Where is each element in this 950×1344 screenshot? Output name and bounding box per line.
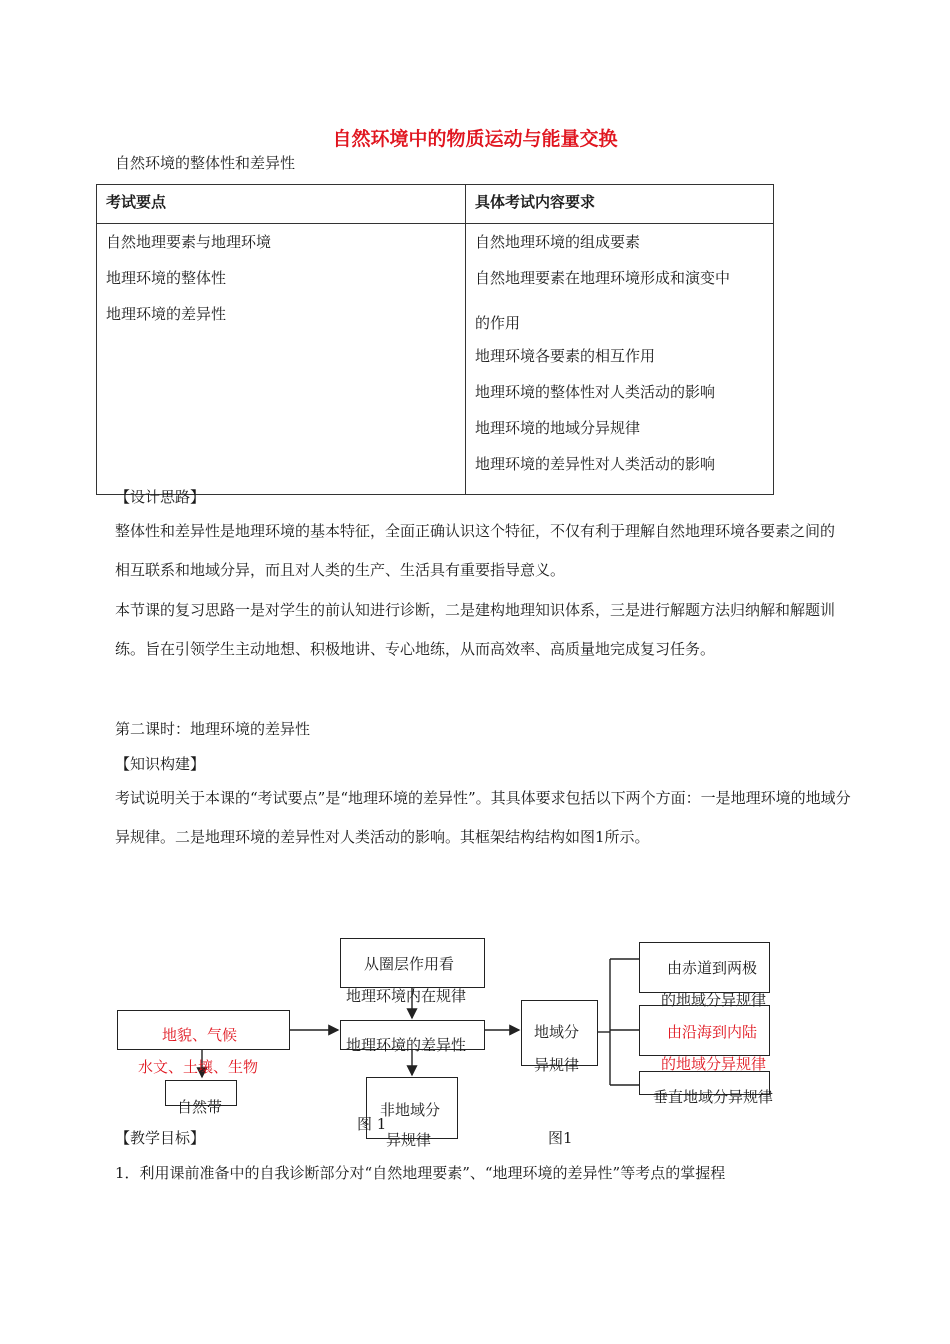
design-paragraph-2: 本节课的复习思路一是对学生的前认知进行诊断，二是建构地理知识体系，三是进行解题方法归纳解和解题训练。旨在引领学生主动地想、积极地讲、专心地练，从而高效率、高质量地完成复习任务。 — [115, 601, 836, 658]
knowledge-heading: 【知识构建】 — [115, 755, 206, 773]
lesson-title: 第二课时：地理环境的差异性 — [115, 720, 311, 738]
box-label: 地理环境的差异性 — [346, 1036, 467, 1054]
goal-item: 1．利用课前准备中的自我诊断部分对“自然地理要素”、“地理环境的差异性”等考点的掌握程 — [115, 1164, 726, 1182]
box-label: 的地域分异规律 — [661, 1055, 767, 1073]
box-label: 从圈层作用看 — [364, 955, 455, 973]
box-label: 异规律 — [534, 1056, 580, 1074]
list-item: 地理环境的差异性 — [106, 305, 227, 323]
list-item: 地理环境的整体性 — [106, 269, 227, 287]
figure-caption: 图1 — [548, 1129, 573, 1147]
box-label: 的地域分异规律 — [661, 991, 767, 1009]
box-label: 垂直地域分异规律 — [653, 1088, 774, 1106]
list-item: 的作用 — [475, 314, 521, 332]
subtitle: 自然环境的整体性和差异性 — [115, 154, 296, 172]
design-paragraph-1: 整体性和差异性是地理环境的基本特征，全面正确认识这个特征，不仅有利于理解自然地理环境各要素之间的相互联系和地域分异，而且对人类的生产、生活具有重要指导意义。 — [115, 522, 836, 579]
box-label: 地域分 — [534, 1023, 580, 1041]
list-item: 地理环境的地域分异规律 — [475, 419, 641, 437]
list-item: 自然地理环境的组成要素 — [475, 233, 641, 251]
box-label: 非地域分 — [380, 1101, 441, 1119]
knowledge-paragraph: 考试说明关于本课的“考试要点”是“地理环境的差异性”。其具体要求包括以下两个方面：一是地理环境的地域分异规律。二是地理环境的差异性对人类活动的影响。其框架结构结构如图1所示。 — [115, 789, 851, 846]
page-title: 自然环境中的物质运动与能量交换 — [332, 128, 618, 150]
figure-caption: 图 1 — [357, 1115, 387, 1133]
list-item: 自然地理要素在地理环境形成和演变中 — [475, 269, 731, 287]
box-label: 水文、土壤、生物 — [138, 1058, 259, 1076]
box-label: 异规律 — [386, 1131, 432, 1149]
box-label: 由赤道到两极 — [667, 959, 758, 977]
box-label: 自然带 — [177, 1098, 223, 1116]
list-item: 地理环境的差异性对人类活动的影响 — [475, 455, 716, 473]
design-heading: 【设计思路】 — [115, 488, 206, 506]
list-item: 地理环境的整体性对人类活动的影响 — [475, 383, 716, 401]
list-item: 自然地理要素与地理环境 — [106, 233, 272, 251]
table-header-cell: 具体考试内容要求 — [466, 185, 774, 224]
teaching-heading: 【教学目标】 — [115, 1129, 206, 1147]
list-item: 地理环境各要素的相互作用 — [475, 347, 656, 365]
table-header-cell: 考试要点 — [97, 185, 466, 224]
box-label: 地貌、气候 — [162, 1026, 238, 1044]
box-label: 地理环境内在规律 — [346, 987, 467, 1005]
box-label: 由沿海到内陆 — [667, 1023, 758, 1041]
